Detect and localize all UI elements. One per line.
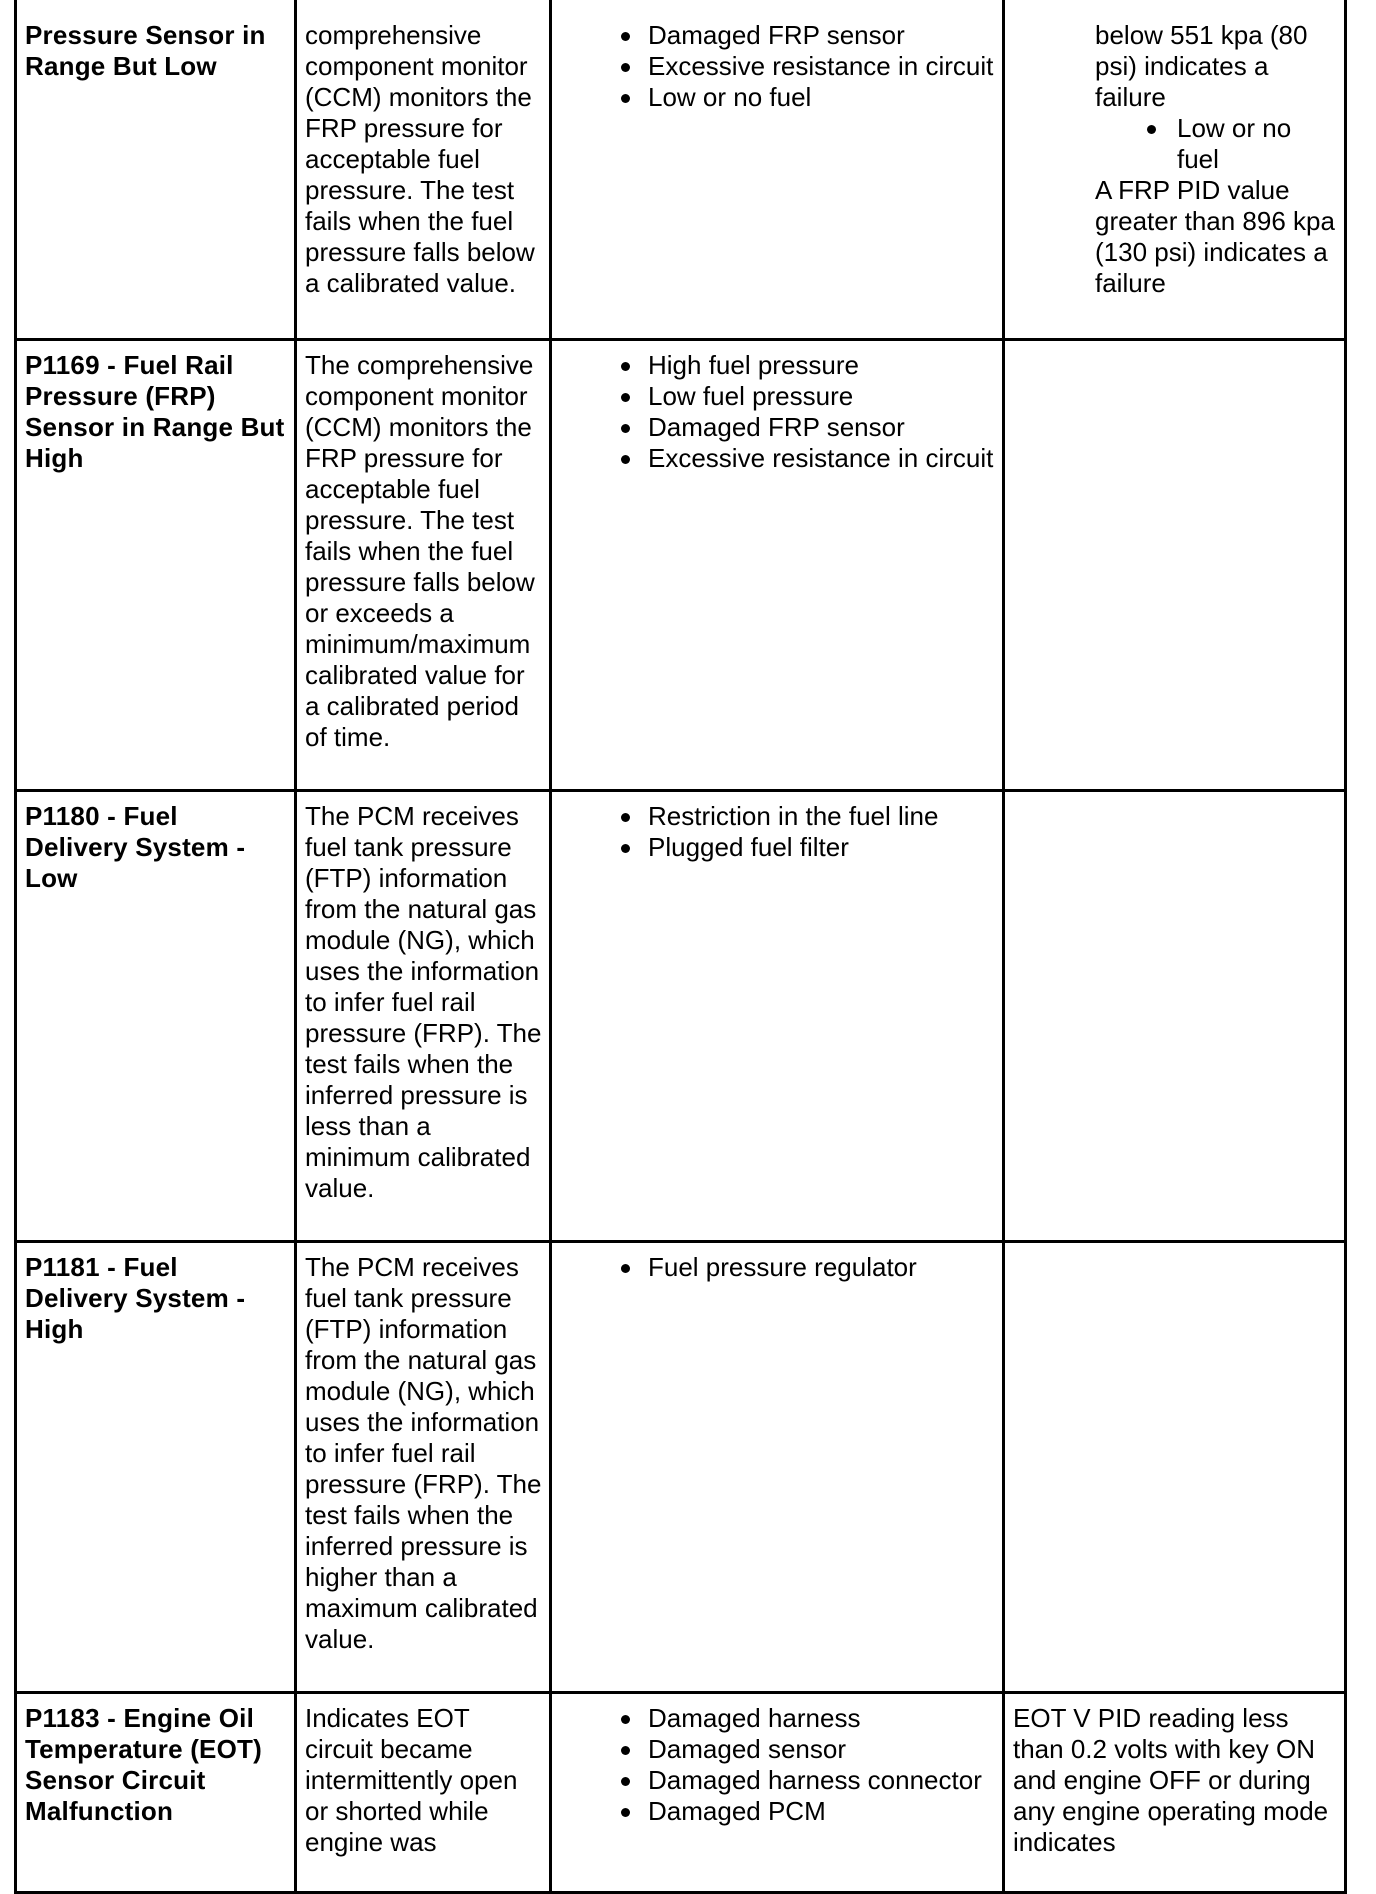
causes-list	[560, 1703, 995, 1827]
cause-item: High fuel pressure	[620, 350, 995, 381]
description-text: The PCM receives fuel tank pressure (FTP) information from the natural gas module (NG), which uses the information to infer fuel rail pressure (FRP). The test fails when the inferred pressure is higher than a maximum calibrated value.	[305, 1251, 542, 1654]
action-cell	[1004, 1241, 1346, 1692]
description-text: The comprehensive component monitor (CCM) monitors the FRP pressure for acceptable fuel pressure. The test fails when the fuel pressure falls below or exceeds a minimum/maximum calibrated value for a calibrated period of time.	[305, 349, 535, 752]
causes-cell	[551, 790, 1004, 1241]
dtc-code: Pressure Sensor in Range But Low	[25, 20, 266, 81]
table-row	[16, 339, 1346, 790]
cause-item: Damaged PCM	[620, 1796, 995, 1827]
description-text: The PCM receives fuel tank pressure (FTP) information from the natural gas module (NG), which uses the information to infer fuel rail pressure (FRP). The test fails when the inferred pressure is less than a minimum calibrated value.	[305, 800, 542, 1203]
description-text: Indicates EOT circuit became intermittently open or shorted while engine was	[305, 1702, 518, 1857]
cause-item: Low or no fuel	[620, 82, 995, 113]
action-item: Low or no fuel	[1145, 113, 1337, 175]
dtc-code-cell	[16, 790, 296, 1241]
dtc-code: P1180 - Fuel Delivery System - Low	[25, 800, 246, 893]
causes-cell	[551, 1692, 1004, 1892]
dtc-code: P1183 - Engine Oil Temperature (EOT) Sensor Circuit Malfunction	[25, 1702, 262, 1826]
cause-item: Excessive resistance in circuit	[620, 443, 995, 474]
causes-cell	[551, 339, 1004, 790]
action-text: below 551 kpa (80 psi) indicates a failure	[1095, 20, 1308, 112]
dtc-code-cell	[16, 339, 296, 790]
action-cell	[1004, 339, 1346, 790]
dtc-code-cell	[16, 0, 296, 339]
action-list	[1095, 113, 1337, 175]
cause-item: Excessive resistance in circuit	[620, 51, 995, 82]
causes-list	[560, 801, 995, 863]
table-row	[16, 1241, 1346, 1692]
action-cell	[1004, 0, 1346, 339]
causes-list	[560, 350, 995, 474]
cause-item: Damaged harness connector	[620, 1765, 995, 1796]
action-text: EOT V PID reading less than 0.2 volts with key ON and engine OFF or during any engine operating mode indicates	[1013, 1702, 1329, 1857]
action-cell	[1004, 1692, 1346, 1892]
cause-item: Damaged FRP sensor	[620, 20, 995, 51]
table-row	[16, 0, 1346, 339]
cause-item: Damaged harness	[620, 1703, 995, 1734]
cause-item: Damaged sensor	[620, 1734, 995, 1765]
description-cell	[296, 1692, 551, 1892]
causes-cell	[551, 1241, 1004, 1692]
description-text: comprehensive component monitor (CCM) monitors the FRP pressure for acceptable fuel pressure. The test fails when the fuel pressure falls below a calibrated value.	[305, 20, 535, 298]
causes-list	[560, 1252, 995, 1283]
description-cell	[296, 339, 551, 790]
cause-item: Damaged FRP sensor	[620, 412, 995, 443]
dtc-code-cell	[16, 1692, 296, 1892]
action-text: A FRP PID value greater than 896 kpa (130 psi) indicates a failure	[1095, 175, 1335, 298]
table-row	[16, 790, 1346, 1241]
cause-item: Low fuel pressure	[620, 381, 995, 412]
dtc-code: P1181 - Fuel Delivery System - High	[25, 1251, 246, 1344]
description-cell	[296, 790, 551, 1241]
action-cell	[1004, 790, 1346, 1241]
causes-cell	[551, 0, 1004, 339]
cause-item: Restriction in the fuel line	[620, 801, 995, 832]
causes-list	[560, 20, 995, 113]
description-cell	[296, 0, 551, 339]
dtc-table	[14, 0, 1347, 1894]
cause-item: Fuel pressure regulator	[620, 1252, 995, 1283]
dtc-code: P1169 - Fuel Rail Pressure (FRP) Sensor in Range But High	[25, 349, 285, 473]
table-row	[16, 1692, 1346, 1892]
cause-item: Plugged fuel filter	[620, 832, 995, 863]
description-cell	[296, 1241, 551, 1692]
dtc-code-cell	[16, 1241, 296, 1692]
